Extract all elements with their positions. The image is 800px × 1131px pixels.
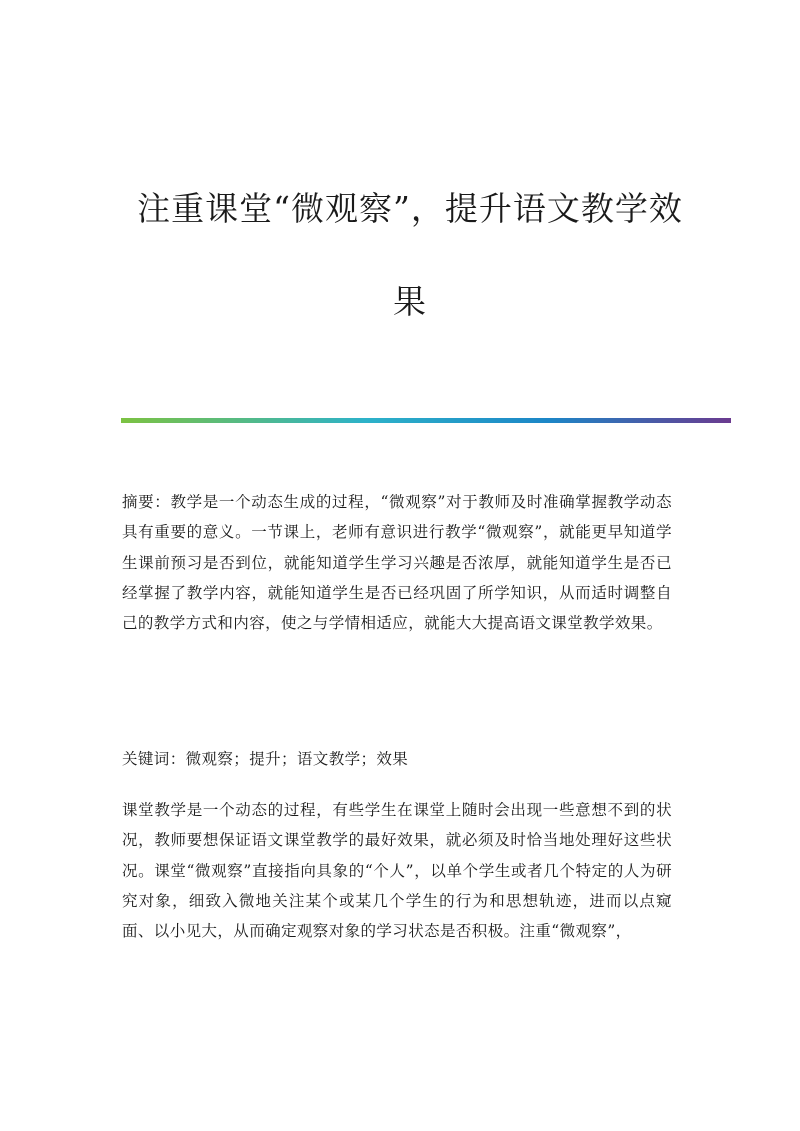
document-title-line-1: 注重课堂“微观察”，提升语文教学效 xyxy=(137,189,683,228)
document-title-line-2: 果 xyxy=(393,282,427,321)
abstract-paragraph: 摘要：教学是一个动态生成的过程，“微观察”对于教师及时准确掌握教学动态具有重要的意义。一节课上，老师有意识进行教学“微观察”，就能更早知道学生课前预习是否到位，就能知道学生学习兴趣是否浓厚，就能知道学生是否已经掌握了教学内容，就能知道学生是否已经巩固了所学知识，从而适时调整自己的教学方式和内容，使之与学情相适应，就能大大提高语文课堂教学效果。 xyxy=(122,493,672,633)
document-title xyxy=(120,162,700,348)
title-divider xyxy=(121,418,731,423)
keywords-line: 关键词：微观察；提升；语文教学；效果 xyxy=(122,750,409,768)
intro-paragraph: 课堂教学是一个动态的过程，有些学生在课堂上随时会出现一些意想不到的状况，教师要想保证语文课堂教学的最好效果，就必须及时恰当地处理好这些状况。课堂“微观察”直接指向具象的“个人”，以单个学生或者几个特定的人为研究对象，细致入微地关注某个或某几个学生的行为和思想轨迹，进而以点窥面、以小见大，从而确定观察对象的学习状态是否积极。注重“微观察”， xyxy=(122,801,672,941)
